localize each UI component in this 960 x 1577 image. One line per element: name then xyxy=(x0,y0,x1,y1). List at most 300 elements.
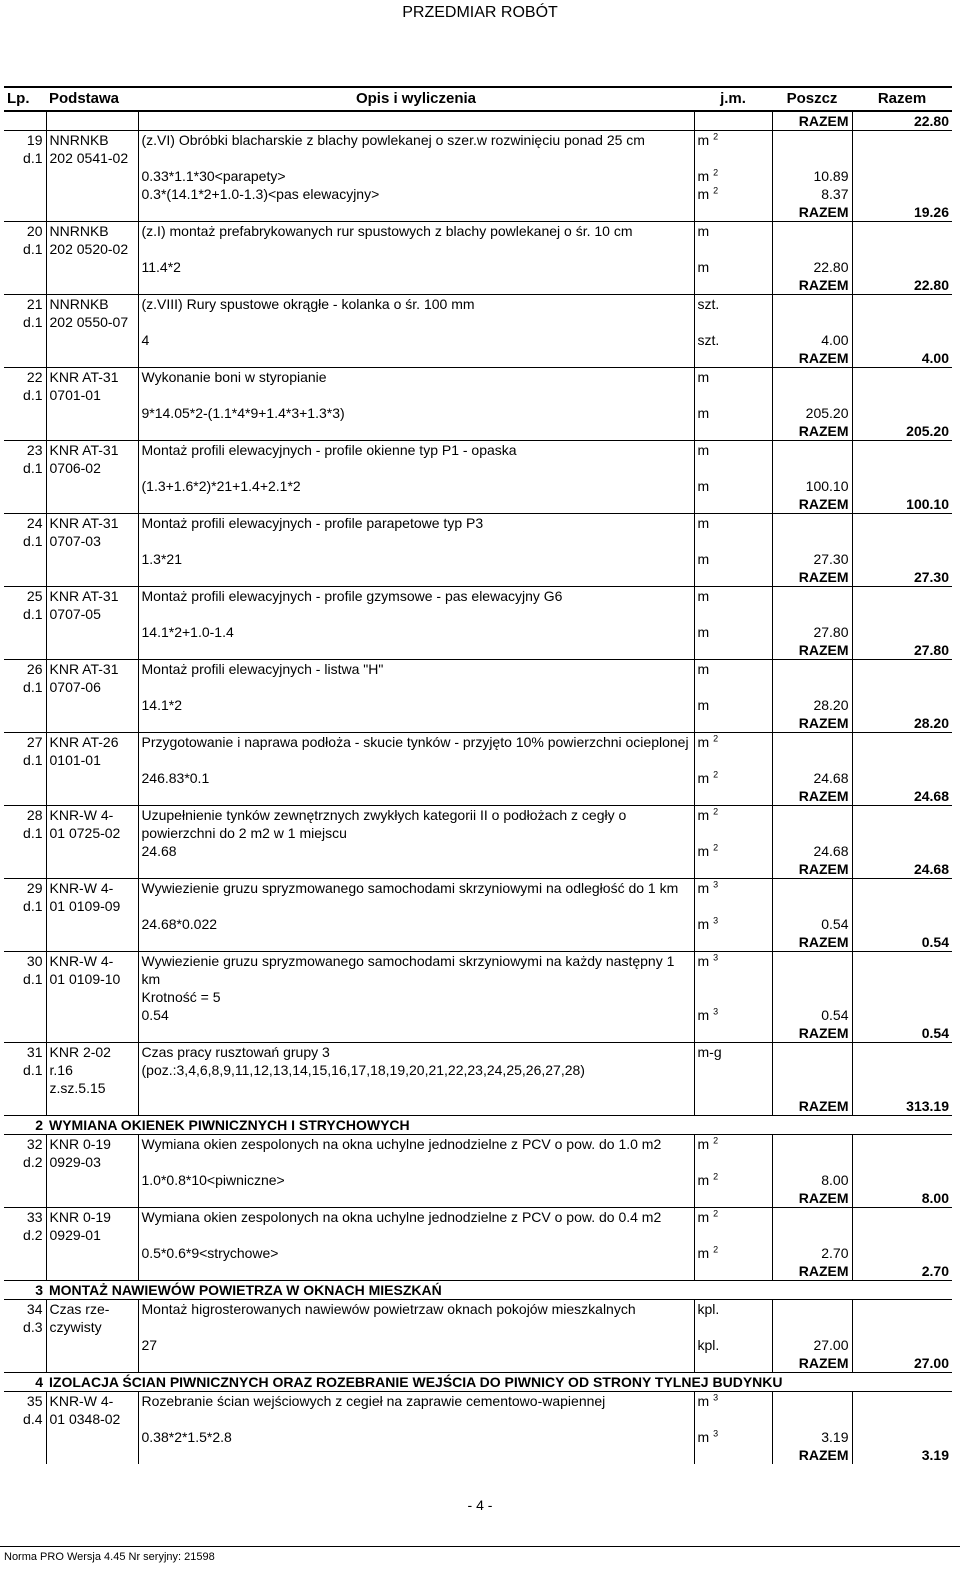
item-number xyxy=(4,806,46,843)
item-row xyxy=(4,222,952,259)
item-row xyxy=(4,368,952,405)
item-basis-line: KNR AT-31 xyxy=(49,588,119,604)
item-total-row xyxy=(4,714,952,733)
total-empty-desc xyxy=(138,1446,694,1464)
total-empty-unit xyxy=(694,1262,772,1281)
item-total-row xyxy=(4,349,952,368)
calc-row xyxy=(4,623,952,641)
total-empty-unit xyxy=(694,203,772,222)
item-total-row xyxy=(4,860,952,879)
item-total-value: 19.26 xyxy=(913,204,949,220)
item-row xyxy=(4,1043,952,1098)
item-total-row xyxy=(4,1446,952,1464)
footer-divider xyxy=(0,1546,960,1547)
calc-empty-lp xyxy=(4,915,46,933)
carry-over-total-row xyxy=(4,111,952,131)
total-empty-desc xyxy=(138,714,694,733)
item-basis-line: 01 0109-10 xyxy=(49,971,121,987)
item-basis-line: KNR AT-31 xyxy=(49,442,119,458)
total-empty-desc xyxy=(138,203,694,222)
calc-empty-razem xyxy=(852,167,952,185)
razem-label: RAZEM xyxy=(772,860,852,879)
item-section-ref: d.1 xyxy=(23,679,43,695)
bill-of-quantities-table xyxy=(4,86,952,1464)
razem-label: RAZEM xyxy=(772,568,852,587)
item-description-text: Montaż higrosterowanych nawiewów powietrzaw oknach pokojów mieszkalnych xyxy=(141,1301,636,1317)
calc-row xyxy=(4,696,952,714)
calc-empty-razem xyxy=(852,550,952,568)
total-empty-unit xyxy=(694,568,772,587)
item-no: 26 xyxy=(26,661,43,677)
item-basis-line: z.sz.5.15 xyxy=(49,1080,106,1096)
item-section-ref: d.1 xyxy=(23,241,43,257)
item-basis xyxy=(46,587,138,624)
total-empty-base xyxy=(46,1024,138,1043)
section-number: 4 xyxy=(4,1373,46,1392)
item-razem-empty xyxy=(852,1392,952,1429)
calc-row xyxy=(4,404,952,422)
calc-empty-base xyxy=(46,915,138,933)
razem-label: RAZEM xyxy=(772,276,852,295)
item-basis xyxy=(46,1300,138,1337)
section-number: 3 xyxy=(4,1281,46,1300)
item-row xyxy=(4,131,952,168)
item-total-value: 24.68 xyxy=(913,861,949,877)
item-razem-empty xyxy=(852,1043,952,1098)
calc-expression: 24.68 xyxy=(138,842,694,860)
item-number xyxy=(4,660,46,697)
razem-label: RAZEM xyxy=(772,203,852,222)
item-total-value: 27.30 xyxy=(913,569,949,585)
item-basis xyxy=(46,660,138,697)
item-qty-empty xyxy=(772,1043,852,1098)
total-empty-unit xyxy=(694,1189,772,1208)
item-number xyxy=(4,879,46,916)
item-basis-line: 0929-03 xyxy=(49,1154,101,1170)
calc-empty-base xyxy=(46,331,138,349)
calc-empty-razem xyxy=(852,1006,952,1024)
razem-label: RAZEM xyxy=(772,349,852,368)
item-qty-empty xyxy=(772,952,852,1007)
item-description-text: Montaż profili elewacyjnych - profile gzymsowe - pas elewacyjny G6 xyxy=(141,588,563,604)
calc-unit: kpl. xyxy=(694,1336,772,1354)
calc-unit: m $^3$ xyxy=(694,915,772,933)
calc-empty-razem xyxy=(852,331,952,349)
item-basis-line: 0707-05 xyxy=(49,606,101,622)
item-qty-empty xyxy=(772,879,852,916)
item-no: 35 xyxy=(26,1393,43,1409)
item-basis-line: KNR AT-26 xyxy=(49,734,119,750)
item-basis-line: 0707-03 xyxy=(49,533,101,549)
item-description xyxy=(138,295,694,332)
item-description xyxy=(138,879,694,916)
item-description xyxy=(138,222,694,259)
total-empty-base xyxy=(46,495,138,514)
item-description xyxy=(138,1043,694,1098)
item-unit: m xyxy=(694,368,772,405)
calc-unit: szt. xyxy=(694,331,772,349)
calc-empty-lp xyxy=(4,769,46,787)
calc-expression: 0.38*2*1.5*2.8 xyxy=(138,1428,694,1446)
total-empty-base xyxy=(46,860,138,879)
calc-empty-lp xyxy=(4,1006,46,1024)
calc-unit: m $^2$ xyxy=(694,769,772,787)
calc-empty-lp xyxy=(4,1428,46,1446)
total-empty-desc xyxy=(138,1024,694,1043)
item-no: 30 xyxy=(26,953,43,969)
item-total-row xyxy=(4,1189,952,1208)
calc-row xyxy=(4,550,952,568)
calc-row xyxy=(4,915,952,933)
calc-unit: m $^3$ xyxy=(694,1006,772,1024)
calc-row xyxy=(4,769,952,787)
calc-expression: 0.5*0.6*9<strychowe> xyxy=(138,1244,694,1262)
item-basis-line: NNRNKB xyxy=(49,296,109,312)
calc-empty-base xyxy=(46,1428,138,1446)
item-number xyxy=(4,587,46,624)
calc-expression: 4 xyxy=(138,331,694,349)
item-no: 34 xyxy=(26,1301,43,1317)
calc-unit: m $^2$ xyxy=(694,1171,772,1189)
item-total-row xyxy=(4,933,952,952)
calc-quantity: 2.70 xyxy=(772,1244,852,1262)
calc-empty-razem xyxy=(852,404,952,422)
item-number xyxy=(4,1392,46,1429)
total-empty-desc xyxy=(138,641,694,660)
item-basis xyxy=(46,952,138,1007)
item-number xyxy=(4,441,46,478)
calc-row xyxy=(4,1244,952,1262)
carry-over-total-value: 22.80 xyxy=(913,113,949,129)
item-description-text: Przygotowanie i naprawa podłoża - skucie tynków - przyjęto 10% powierzchni ocieplonej xyxy=(141,734,689,750)
item-total-value: 28.20 xyxy=(913,715,949,731)
calc-expression: 14.1*2+1.0-1.4 xyxy=(138,623,694,641)
item-unit: m xyxy=(694,222,772,259)
item-unit: m $^3$ xyxy=(694,879,772,916)
item-qty-empty xyxy=(772,1300,852,1337)
calc-empty-base xyxy=(46,842,138,860)
item-basis xyxy=(46,879,138,916)
razem-label: RAZEM xyxy=(772,1262,852,1281)
calc-empty-lp xyxy=(4,258,46,276)
calc-empty-lp xyxy=(4,696,46,714)
calc-expression: 0.33*1.1*30<parapety> xyxy=(138,167,694,185)
calc-unit: m $^2$ xyxy=(694,167,772,185)
razem-label: RAZEM xyxy=(772,1189,852,1208)
item-total-value: 22.80 xyxy=(913,277,949,293)
calc-expression: 14.1*2 xyxy=(138,696,694,714)
section-title: MONTAŻ NAWIEWÓW POWIETRZA W OKNACH MIESZKAŃ xyxy=(46,1281,952,1300)
item-basis-line: 0929-01 xyxy=(49,1227,101,1243)
total-empty-base xyxy=(46,1262,138,1281)
calc-empty-lp xyxy=(4,1244,46,1262)
calc-quantity: 27.30 xyxy=(772,550,852,568)
item-total-row xyxy=(4,1024,952,1043)
item-total-row xyxy=(4,1097,952,1116)
calc-empty-razem xyxy=(852,1336,952,1354)
calc-empty-base xyxy=(46,258,138,276)
item-razem-empty xyxy=(852,660,952,697)
calc-empty-razem xyxy=(852,842,952,860)
total-empty-lp xyxy=(4,495,46,514)
item-unit: m xyxy=(694,587,772,624)
item-razem-empty xyxy=(852,733,952,770)
item-basis-line: KNR-W 4- xyxy=(49,1393,114,1409)
section-title: WYMIANA OKIENEK PIWNICZNYCH I STRYCHOWYCH xyxy=(46,1116,952,1135)
item-basis-line: 202 0520-02 xyxy=(49,241,129,257)
total-empty-desc xyxy=(138,495,694,514)
total-empty-desc xyxy=(138,1097,694,1116)
item-qty-empty xyxy=(772,441,852,478)
item-basis-line: KNR 0-19 xyxy=(49,1209,111,1225)
item-basis xyxy=(46,1392,138,1429)
section-title: IZOLACJA ŚCIAN PIWNICZNYCH ORAZ ROZEBRANIE WEJŚCIA DO PIWNICY OD STRONY TYLNEJ BUDYNKU xyxy=(46,1373,952,1392)
item-qty-empty xyxy=(772,131,852,168)
calc-row xyxy=(4,842,952,860)
item-description xyxy=(138,368,694,405)
item-basis-line: 0706-02 xyxy=(49,460,101,476)
item-description-text: Wymiana okien zespolonych na okna uchylne jednodzielne z PCV o pow. do 0.4 m2 xyxy=(141,1209,662,1225)
section-header-row xyxy=(4,1116,952,1135)
footer-text: Norma PRO Wersja 4.45 Nr seryjny: 21598 xyxy=(4,1551,215,1563)
item-description xyxy=(138,587,694,624)
item-razem-empty xyxy=(852,806,952,843)
calc-row xyxy=(4,331,952,349)
col-header-desc: Opis i wyliczenia xyxy=(138,87,694,111)
calc-quantity: 8.37 xyxy=(772,185,852,203)
table-body xyxy=(4,111,952,1464)
total-empty-base xyxy=(46,1354,138,1373)
calc-empty-base xyxy=(46,623,138,641)
item-qty-empty xyxy=(772,587,852,624)
item-section-ref: d.4 xyxy=(23,1411,43,1427)
calc-unit: m xyxy=(694,404,772,422)
razem-label: RAZEM xyxy=(772,1024,852,1043)
calc-empty-razem xyxy=(852,696,952,714)
total-empty-lp xyxy=(4,1262,46,1281)
item-description-text: Wymiana okien zespolonych na okna uchylne jednodzielne z PCV o pow. do 1.0 m2 xyxy=(141,1136,662,1152)
item-description-text: Wywiezienie gruzu spryzmowanego samochodami skrzyniowymi na odległość do 1 km xyxy=(141,880,679,896)
calc-expression: 9*14.05*2-(1.1*4*9+1.4*3+1.3*3) xyxy=(138,404,694,422)
total-empty-base xyxy=(46,203,138,222)
calc-empty-base xyxy=(46,167,138,185)
col-header-lp: Lp. xyxy=(4,87,46,111)
item-razem-empty xyxy=(852,295,952,332)
razem-label: RAZEM xyxy=(772,422,852,441)
item-total-value: 4.00 xyxy=(921,350,949,366)
calc-expression: 27 xyxy=(138,1336,694,1354)
calc-quantity: 8.00 xyxy=(772,1171,852,1189)
item-unit: m $^3$ xyxy=(694,952,772,1007)
item-section-ref: d.2 xyxy=(23,1227,43,1243)
total-empty-unit xyxy=(694,641,772,660)
calc-empty-base xyxy=(46,1244,138,1262)
col-header-qty: Poszcz xyxy=(772,87,852,111)
item-total-row xyxy=(4,787,952,806)
item-section-ref: d.1 xyxy=(23,1062,43,1078)
item-qty-empty xyxy=(772,295,852,332)
item-qty-empty xyxy=(772,660,852,697)
calc-unit: m $^2$ xyxy=(694,842,772,860)
total-empty-lp xyxy=(4,1097,46,1116)
item-description xyxy=(138,1135,694,1172)
item-total-value: 205.20 xyxy=(906,423,949,439)
item-basis-line: KNR 0-19 xyxy=(49,1136,111,1152)
item-total-row xyxy=(4,422,952,441)
total-empty-lp xyxy=(4,1189,46,1208)
total-empty-lp xyxy=(4,860,46,879)
calc-empty-razem xyxy=(852,915,952,933)
item-description xyxy=(138,441,694,478)
calc-empty-razem xyxy=(852,1428,952,1446)
calc-empty-razem xyxy=(852,477,952,495)
item-number xyxy=(4,1043,46,1098)
total-empty-lp xyxy=(4,422,46,441)
razem-label: RAZEM xyxy=(772,1446,852,1464)
item-row xyxy=(4,1135,952,1172)
calc-empty-lp xyxy=(4,623,46,641)
item-razem-empty xyxy=(852,441,952,478)
total-empty-unit xyxy=(694,349,772,368)
item-description-text: (z.I) montaż prefabrykowanych rur spustowych z blachy powlekanej o śr. 10 cm xyxy=(141,223,633,239)
total-empty-base xyxy=(46,714,138,733)
item-description xyxy=(138,806,694,843)
calc-quantity: 27.00 xyxy=(772,1336,852,1354)
item-unit: kpl. xyxy=(694,1300,772,1337)
calc-empty-razem xyxy=(852,623,952,641)
total-empty-unit xyxy=(694,495,772,514)
total-empty-base xyxy=(46,276,138,295)
calc-expression: 24.68*0.022 xyxy=(138,915,694,933)
razem-label: RAZEM xyxy=(772,641,852,660)
item-section-ref: d.1 xyxy=(23,533,43,549)
total-empty-unit xyxy=(694,933,772,952)
item-total-value: 100.10 xyxy=(906,496,949,512)
calc-empty-razem xyxy=(852,1244,952,1262)
total-empty-desc xyxy=(138,1262,694,1281)
item-basis-line: KNR-W 4- xyxy=(49,807,114,823)
item-number xyxy=(4,295,46,332)
total-empty-base xyxy=(46,1189,138,1208)
section-header-row xyxy=(4,1281,952,1300)
item-qty-empty xyxy=(772,514,852,551)
item-qty-empty xyxy=(772,733,852,770)
item-number xyxy=(4,1135,46,1172)
calc-empty-razem xyxy=(852,185,952,203)
item-qty-empty xyxy=(772,368,852,405)
item-description-text: Uzupełnienie tynków zewnętrznych zwykłych kategorii II o podłożach z cegły o powierzchni do 2 m2 w 1 miejscu xyxy=(141,807,627,841)
section-number: 2 xyxy=(4,1116,46,1135)
item-razem-empty xyxy=(852,131,952,168)
item-basis xyxy=(46,1135,138,1172)
item-unit: szt. xyxy=(694,295,772,332)
item-section-ref: d.1 xyxy=(23,898,43,914)
total-empty-desc xyxy=(138,568,694,587)
calc-row xyxy=(4,167,952,185)
item-razem-empty xyxy=(852,1300,952,1337)
item-total-value: 313.19 xyxy=(906,1098,949,1114)
item-razem-empty xyxy=(852,368,952,405)
item-basis-line: czywisty xyxy=(49,1319,102,1335)
item-razem-empty xyxy=(852,514,952,551)
item-qty-empty xyxy=(772,222,852,259)
calc-empty-base xyxy=(46,185,138,203)
total-empty-desc xyxy=(138,422,694,441)
item-total-value: 0.54 xyxy=(921,1025,949,1041)
calc-row xyxy=(4,1428,952,1446)
calc-expression: 0.3*(14.1*2+1.0-1.3)<pas elewacyjny> xyxy=(138,185,694,203)
item-row xyxy=(4,952,952,1007)
item-total-value: 3.19 xyxy=(921,1447,949,1463)
item-qty-empty xyxy=(772,806,852,843)
total-empty-base xyxy=(46,1446,138,1464)
total-empty-lp xyxy=(4,1024,46,1043)
item-row xyxy=(4,295,952,332)
item-row xyxy=(4,1208,952,1245)
item-basis-line: 01 0109-09 xyxy=(49,898,121,914)
item-number xyxy=(4,1208,46,1245)
item-section-ref: d.2 xyxy=(23,1154,43,1170)
item-total-row xyxy=(4,1262,952,1281)
item-description-extra: Krotność = 5 xyxy=(141,989,221,1005)
item-unit: m xyxy=(694,441,772,478)
item-basis xyxy=(46,441,138,478)
item-unit: m $^2$ xyxy=(694,131,772,168)
calc-empty-lp xyxy=(4,477,46,495)
item-total-row xyxy=(4,276,952,295)
calc-empty-lp xyxy=(4,167,46,185)
item-description-text: Rozebranie ścian wejściowych z cegieł na zaprawie cementowo-wapiennej xyxy=(141,1393,606,1409)
item-razem-empty xyxy=(852,879,952,916)
item-qty-empty xyxy=(772,1392,852,1429)
item-description-text: Montaż profili elewacyjnych - profile okienne typ P1 - opaska xyxy=(141,442,517,458)
calc-row xyxy=(4,1171,952,1189)
item-number xyxy=(4,952,46,1007)
item-section-ref: d.1 xyxy=(23,971,43,987)
item-basis-line: 202 0550-07 xyxy=(49,314,129,330)
item-total-value: 8.00 xyxy=(921,1190,949,1206)
item-no: 21 xyxy=(26,296,43,312)
item-section-ref: d.1 xyxy=(23,150,43,166)
col-header-base: Podstawa xyxy=(46,87,138,111)
item-total-row xyxy=(4,641,952,660)
item-basis-line: KNR AT-31 xyxy=(49,515,119,531)
col-header-unit: j.m. xyxy=(694,87,772,111)
item-unit: m $^3$ xyxy=(694,1392,772,1429)
item-number xyxy=(4,131,46,168)
calc-empty-razem xyxy=(852,769,952,787)
total-empty-base xyxy=(46,568,138,587)
total-empty-desc xyxy=(138,276,694,295)
item-razem-empty xyxy=(852,222,952,259)
item-description-text: (z.VI) Obróbki blacharskie z blachy powlekanej o szer.w rozwinięciu ponad 25 cm xyxy=(141,132,645,148)
calc-row xyxy=(4,258,952,276)
total-empty-desc xyxy=(138,1354,694,1373)
item-description-text: Montaż profili elewacyjnych - profile parapetowe typ P3 xyxy=(141,515,484,531)
calc-empty-lp xyxy=(4,1171,46,1189)
calc-unit: m xyxy=(694,550,772,568)
calc-quantity: 3.19 xyxy=(772,1428,852,1446)
total-empty-unit xyxy=(694,860,772,879)
item-total-value: 2.70 xyxy=(921,1263,949,1279)
item-number xyxy=(4,368,46,405)
calc-empty-lp xyxy=(4,404,46,422)
item-no: 29 xyxy=(26,880,43,896)
calc-row xyxy=(4,1336,952,1354)
calc-quantity: 0.54 xyxy=(772,1006,852,1024)
item-number xyxy=(4,733,46,770)
item-no: 28 xyxy=(26,807,43,823)
